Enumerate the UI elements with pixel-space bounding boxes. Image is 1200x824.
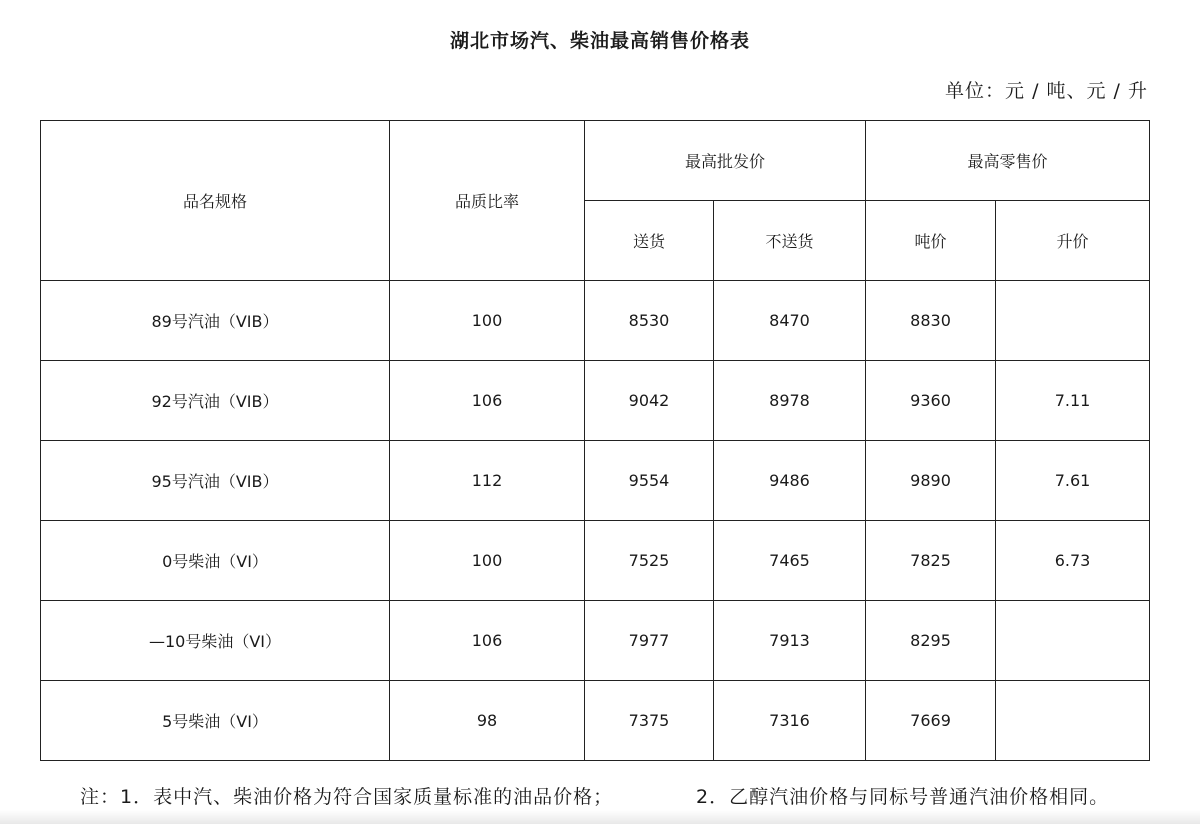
header-per-liter: 升价 xyxy=(996,201,1150,281)
cell-product-name: —10号柴油（VI） xyxy=(41,601,390,681)
table-row xyxy=(41,441,1150,521)
footer-note-1: 注：1．表中汽、柴油价格为符合国家质量标准的油品价格； xyxy=(80,786,614,808)
cell-per-ton-price: 9890 xyxy=(866,441,996,521)
cell-product-name: 92号汽油（VIB） xyxy=(41,361,390,441)
header-per-ton: 吨价 xyxy=(866,201,996,281)
cell-delivery-price: 7375 xyxy=(585,681,714,761)
cell-no-delivery-price: 7316 xyxy=(714,681,866,761)
cell-quality-ratio: 106 xyxy=(390,361,585,441)
cell-no-delivery-price: 7913 xyxy=(714,601,866,681)
cell-product-name: 0号柴油（VI） xyxy=(41,521,390,601)
cell-delivery-price: 7977 xyxy=(585,601,714,681)
cell-delivery-price: 9554 xyxy=(585,441,714,521)
footer-note-2: 2．乙醇汽油价格与同标号普通汽油价格相同。 xyxy=(696,786,1110,808)
table-row xyxy=(41,361,1150,441)
cell-no-delivery-price: 7465 xyxy=(714,521,866,601)
cell-delivery-price: 9042 xyxy=(585,361,714,441)
cell-quality-ratio: 106 xyxy=(390,601,585,681)
table-row xyxy=(41,281,1150,361)
header-delivery: 送货 xyxy=(585,201,714,281)
cell-per-ton-price: 9360 xyxy=(866,361,996,441)
cell-quality-ratio: 100 xyxy=(390,281,585,361)
cell-quality-ratio: 98 xyxy=(390,681,585,761)
table-row xyxy=(41,601,1150,681)
cell-delivery-price: 7525 xyxy=(585,521,714,601)
cell-per-ton-price: 7669 xyxy=(866,681,996,761)
cell-quality-ratio: 112 xyxy=(390,441,585,521)
cell-no-delivery-price: 8470 xyxy=(714,281,866,361)
unit-label: 单位：元 / 吨、元 / 升 xyxy=(945,80,1148,102)
page-title: 湖北市场汽、柴油最高销售价格表 xyxy=(449,30,750,52)
price-table xyxy=(40,120,1150,761)
cell-quality-ratio: 100 xyxy=(390,521,585,601)
cell-no-delivery-price: 9486 xyxy=(714,441,866,521)
cell-product-name: 5号柴油（VI） xyxy=(41,681,390,761)
cell-per-liter-price xyxy=(996,601,1150,681)
cell-no-delivery-price: 8978 xyxy=(714,361,866,441)
table-row xyxy=(41,521,1150,601)
header-quality-ratio: 品质比率 xyxy=(390,121,585,281)
table-row xyxy=(41,681,1150,761)
cell-per-liter-price xyxy=(996,681,1150,761)
cell-per-ton-price: 8830 xyxy=(866,281,996,361)
cell-per-liter-price: 6.73 xyxy=(996,521,1150,601)
cell-per-ton-price: 7825 xyxy=(866,521,996,601)
cell-product-name: 95号汽油（VIB） xyxy=(41,441,390,521)
bottom-shadow xyxy=(0,810,1200,824)
cell-per-liter-price xyxy=(996,281,1150,361)
cell-per-liter-price: 7.61 xyxy=(996,441,1150,521)
header-wholesale: 最高批发价 xyxy=(585,121,866,201)
header-product: 品名规格 xyxy=(41,121,390,281)
header-retail: 最高零售价 xyxy=(866,121,1150,201)
cell-product-name: 89号汽油（VIB） xyxy=(41,281,390,361)
header-no-delivery: 不送货 xyxy=(714,201,866,281)
cell-per-liter-price: 7.11 xyxy=(996,361,1150,441)
cell-per-ton-price: 8295 xyxy=(866,601,996,681)
header-row xyxy=(41,121,1150,201)
cell-delivery-price: 8530 xyxy=(585,281,714,361)
